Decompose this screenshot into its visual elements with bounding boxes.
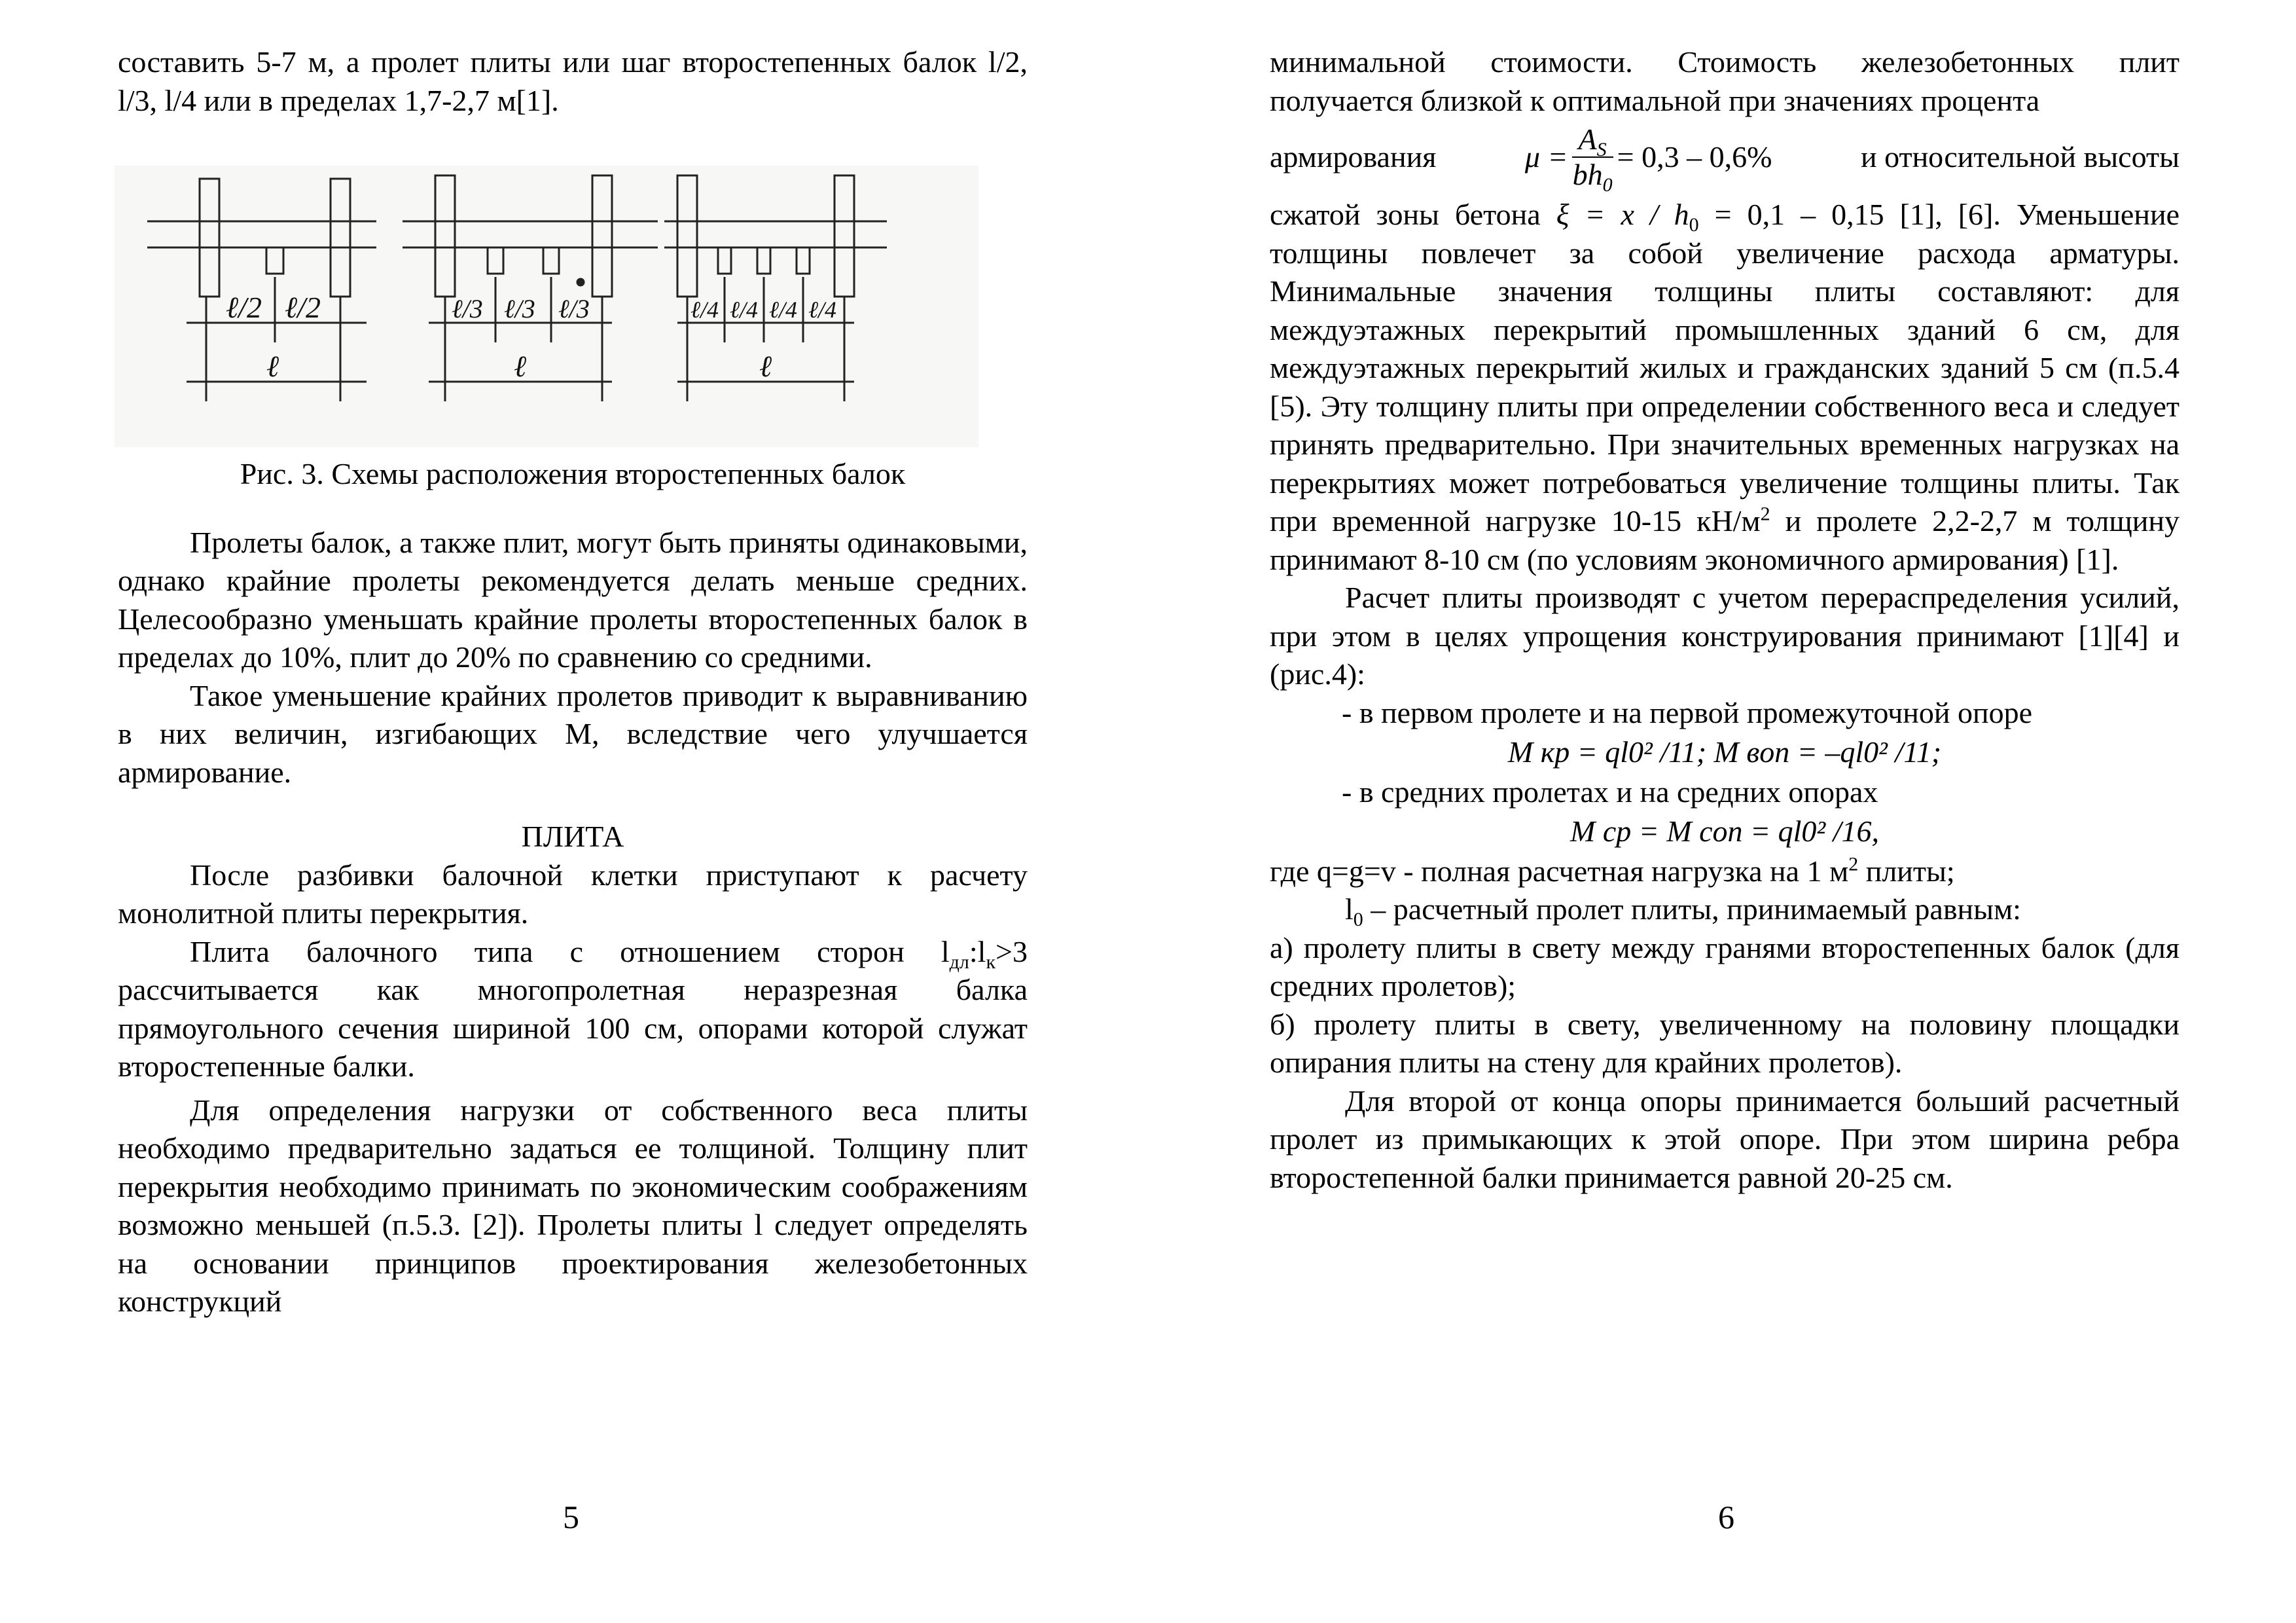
- label-b3: ℓ/3: [558, 294, 590, 323]
- label-bl: ℓ: [514, 350, 527, 383]
- relative-height-text: и относительной высоты: [1860, 139, 2179, 173]
- label-cl: ℓ: [759, 350, 772, 383]
- intro-paragraph: составить 5-7 м, а пролет плиты или шаг второстепенных балок l/2, l/3, l/4 или в пределах 1,7-2,7 м[1].: [118, 45, 1028, 117]
- paragraph-cost: минимальной стоимости. Стоимость железобетонных плит получается близкой к оптимальной при значениях процента: [1270, 45, 2179, 117]
- paragraph-spans: Пролеты балок, а также плит, могут быть приняты одинаковыми, однако крайние пролеты рекомендуется делать меньше средних. Целесообразно уменьшать крайние пролеты второстепенных балок в пределах до 10%, плит до 20% по сравнению со средними.: [118, 525, 1028, 674]
- label-al: ℓ: [266, 350, 279, 383]
- page-number-right: 6: [1718, 1499, 1734, 1535]
- paragraph-load-definition: где q=g=v - полная расчетная нагрузка на 1 $м^2$ плиты;: [1270, 853, 1955, 888]
- label-b1: ℓ/3: [452, 294, 483, 323]
- right-page: [1270, 43, 2179, 1197]
- label-c2: ℓ/4: [730, 297, 758, 323]
- label-a1: ℓ/2: [226, 291, 262, 324]
- paragraph-slab-type: Плита балочного типа с отношением сторон $l_{дл}:l_к>3$ рассчитывается как многопролетная неразрезная балка прямоугольного сечения шириной 100 см, опорами которой служат второстепенные балки.: [118, 934, 1028, 1083]
- paragraph-second-support: Для второй от конца опоры принимается больший расчетный пролет из примыкающих к этой опоре. При этом ширина ребра второстепенной балки принимается равной 20-25 см.: [1270, 1084, 2179, 1194]
- section-heading: ПЛИТА: [521, 820, 624, 853]
- label-c3: ℓ/4: [769, 297, 797, 323]
- beam-layout-diagram: [115, 166, 978, 447]
- list-item-a: а) пролету плиты в свету между гранями второстепенных балок (для средних пролетов);: [1270, 930, 2179, 1002]
- word-reinforcement: армирования: [1270, 139, 1437, 173]
- list-item-first-span: - в первом пролете и на первой промежуточной опоре: [1342, 695, 2033, 729]
- beam-layout-figure: [115, 166, 978, 447]
- reinforcement-formula-line: [1270, 122, 2179, 196]
- label-a2: ℓ/2: [285, 291, 321, 324]
- mu-formula: μ = $\frac{A_S}{bh_0}$ = 0,3 – 0,6%: [1524, 122, 1772, 196]
- list-item-b: б) пролету плиты в свету, увеличенному на половину площадки опирания плиты на стену для крайних пролетов).: [1270, 1007, 2179, 1079]
- list-item-middle-span: - в средних пролетах и на средних опорах: [1342, 775, 1878, 809]
- label-c4: ℓ/4: [808, 297, 836, 323]
- left-page: [118, 43, 1028, 1321]
- paragraph-span-definition: $l_0$ – расчетный пролет плиты, принимаемый равным:: [1345, 892, 2021, 931]
- scheme-third-spans: [403, 175, 658, 401]
- paragraph-load: Для определения нагрузки от собственного веса плиты необходимо предварительно задаться ее толщиной. Толщину плит перекрытия необходимо принимать по экономическим соображениям возможно меньшей (п.5.3. [2]). Пролеты плиты l следует определять на основании принципов проектирования железобетонных конструкций: [118, 1093, 1028, 1318]
- figure-caption: Рис. 3. Схемы расположения второстепенных балок: [240, 457, 906, 490]
- moment-formula-first: M кр = ql0² /11; M вoп = –ql0² /11;: [1507, 735, 1942, 769]
- paragraph-thickness: сжатой зоны бетона $\xi = x / h_0 = 0,1 - 0,15$ [1], [6]. Уменьшение толщины повлечет за собой увеличение расхода арматуры. Минимальные значения толщины плиты составляют: для междуэтажных перекрытий промышленных зданий 6 см, для междуэтажных перекрытий жилых и гражданских зданий 5 см (п.5.4 [5). Эту толщину плиты при определении собственного веса и следует принять предварительно. При значительных временных нагрузках на перекрытиях может потребоваться увеличение толщины плиты. Так при временной нагрузке 10-15 $кН/м^2$ и пролете 2,2-2,7 м толщину принимают 8-10 см (по условиям экономичного армирования) [1].: [1270, 198, 2179, 576]
- scheme-half-spans: [147, 179, 376, 401]
- paragraph-calculation: Расчет плиты производят с учетом перераспределения усилий, при этом в целях упрощения конструирования принимают [1][4] и (рис.4):: [1270, 581, 2179, 691]
- paragraph-reduction: Такое уменьшение крайних пролетов приводит к выравниванию в них величин, изгибающих М, вследствие чего улучшается армирование.: [118, 678, 1028, 789]
- scheme-quarter-spans: [664, 175, 887, 401]
- label-b2: ℓ/3: [504, 294, 535, 323]
- moment-formula-middle: M ср = M cоп = ql0² /16,: [1570, 814, 1879, 848]
- label-c1: ℓ/4: [691, 297, 719, 323]
- page-number-left: 5: [563, 1499, 579, 1535]
- paragraph-slab-intro: После разбивки балочной клетки приступают к расчету монолитной плиты перекрытия.: [118, 858, 1028, 930]
